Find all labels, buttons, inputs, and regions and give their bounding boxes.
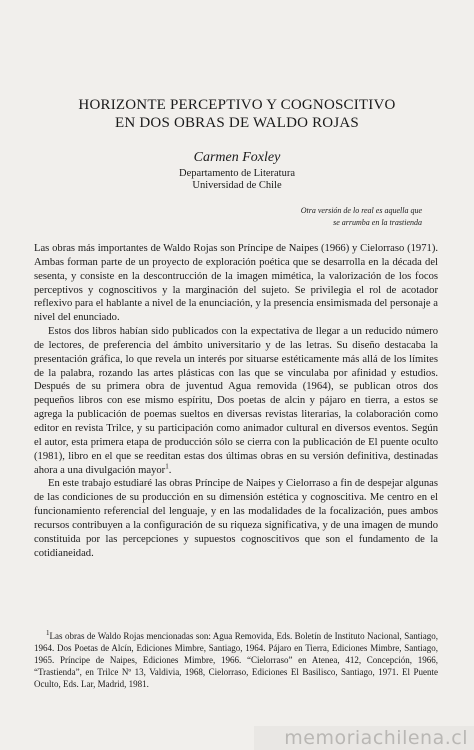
paragraph-2: Estos dos libros habían sido publicados con la expectativa de llegar a un reducido número de lectores, de preferencia del ámbito universitario y de las letras. Su diseño destacaba la presentación gráfica, lo que revela un interés por situarse estéticamente más allá de los límites de la palabra, rozando las artes plásticas con las que se vinculaba por afinidad y estudios. Después de su primera obra de juventud Agua removida (1964), se publican otros dos pequeños libros con ese mismo espíritu, Dos poetas de alcin y pájaro en tierra, a estos se agrega la publicación de poemas sueltos en diversas revistas literarias, la colaboración como editor en revista Trilce, y su participación como animador cultural en diversos eventos. Según el autor, esta primera etapa de producción sólo se cierra con la publicación de El puente oculto (1981), libro en el que se reeditan estas dos últimas obras en su versión definitiva, destinadas ahora a una divulgación mayor$^1$. <box>34 326 438 476</box>
paragraph-2-text: Estos dos libros habían sido publicados con la expectativa de llegar a un reducido número de lectores, de preferencia del ámbito universitario y de las letras. Su diseño destacaba la presentación gráfica, lo que revela un interés por situarse estéticamente más allá de los límites de la palabra, rozando las artes plásticas con las que se vinculaba por afinidad y estudios. Después de su primera obra de juventud Agua removida (1964), se publican otros dos pequeños libros con ese mismo espíritu, Dos poetas de alcin y pájaro en tierra, a estos se agrega la publicación de poemas sueltos en diversas revistas literarias, la colaboración como editor en revista Trilce, y su participación como animador cultural en diversos eventos. Según el autor, esta primera etapa de producción sólo se cierra con la publicación de El puente oculto (1981), libro en el que se reeditan estas dos últimas obras en su versión definitiva, destinadas ahora a una divulgación mayor <box>34 326 438 476</box>
affiliation-department: Departamento de Literatura <box>178 168 296 179</box>
title-line-2: EN DOS OBRAS DE WALDO ROJAS <box>115 115 359 131</box>
watermark: memoriachilena.cl <box>254 726 474 750</box>
footnote-text: Las obras de Waldo Rojas mencionadas son: Agua Removida, Eds. Boletín de Instituto Nacional, Santiago, 1964. Dos Poetas de Alcín, Ediciones Mimbre, Santiago, 1964. Pájaro en Tierra, Ediciones Mimbre, Santiago, 1965. Príncipe de Naipes, Ediciones Mimbre, 1966. “Cielorraso” en Atenea, 412, Concepción, 1966, “Trastienda”, en Trilce Nº 13, Valdivia, 1968, Cielorraso, Ediciones El Basilisco, Santiago, 1971. El Puente Oculto, Eds. Lar, Madrid, 1981. <box>34 631 438 689</box>
affiliation-university: Universidad de Chile <box>192 180 282 191</box>
footnote-entry <box>34 630 438 690</box>
epigraph-line-2: se arrumba en la trastienda <box>333 218 422 227</box>
author-name: Carmen Foxley <box>193 150 281 165</box>
footnote-mark: 1 <box>46 629 50 637</box>
epigraph-line-1: Otra versión de lo real es aquella que <box>300 206 422 215</box>
footnote <box>34 630 438 690</box>
epigraph <box>232 205 422 229</box>
article-body <box>34 242 438 560</box>
paragraph-3: En este trabajo estudiaré las obras Príncipe de Naipes y Cielorraso a fin de despejar algunas de las condiciones de su producción en su dimensión estética y cognoscitiva. Me centro en el funcionamiento referencial del lenguaje, y en las modalidades de la focalización, pues ambos recursos contribuyen a la configuración de su riqueza significativa, y de una imagen de mundo constituida por las percepciones y supuestos cognoscitivos que son el fundamento de la cotidianeidad. <box>34 478 438 559</box>
paragraph-1: Las obras más importantes de Waldo Rojas son Príncipe de Naipes (1966) y Cielorraso (1971). Ambas forman parte de un proyecto de exploración poética que se desarrolla en la década del sesenta, y consiste en la descontrucción de la imagen mimética, la valorización de los focos perceptivos y cognoscitivos y la marginación del sujeto. Se privilegia el rol de acotador reflexivo para el hablante a nivel de la enunciación, y la presencia ensimismada del personaje a nivel del enunciado. <box>34 243 438 324</box>
footnote-reference[interactable]: 1 <box>165 461 169 470</box>
article-title <box>40 96 434 132</box>
title-line-1: HORIZONTE PERCEPTIVO Y COGNOSCITIVO <box>78 97 396 113</box>
author-affiliation <box>0 168 474 192</box>
